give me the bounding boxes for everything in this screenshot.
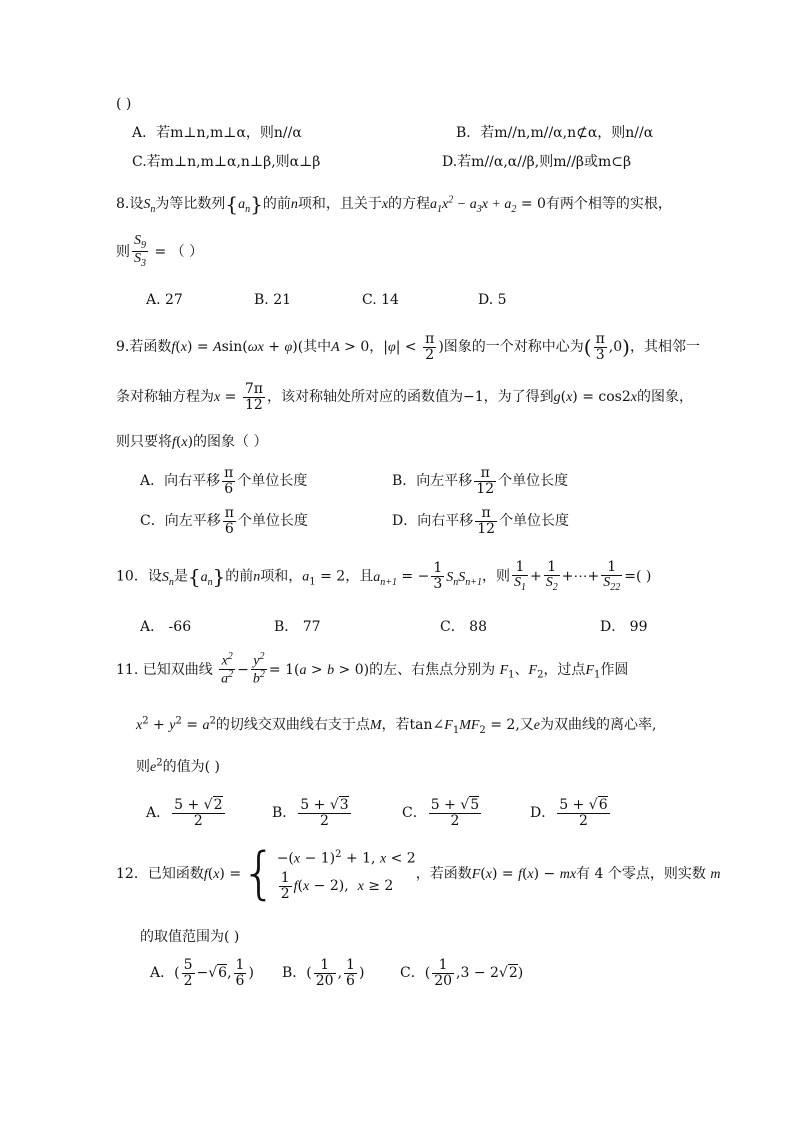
q9-stem-line2: 条对称轴方程为x = $\frac{7\pi}{12}$ ，该对称轴处所对应的函数值为−1，为了得到g(x) = cos2x的图象， xyxy=(116,381,693,413)
q7-option-c: C.若m⊥n,m⊥α,n⊥β,则α⊥β xyxy=(132,154,321,170)
q12-option-c: C．( $\frac{1}{20}$ ,3 − 2√2) xyxy=(400,957,524,989)
q7-option-a: A．若m⊥n,m⊥α，则n//α xyxy=(132,125,302,141)
q8-option-c: C. 14 xyxy=(362,292,399,308)
q10-option-c: C． 88 xyxy=(440,619,487,635)
q8-option-a: A. 27 xyxy=(146,292,183,308)
q9-stem-line3: 则只要将f(x)的图象（ ） xyxy=(116,434,268,450)
q9-option-c: C．向左平移 $\frac{\pi}{6}$ 个单位长度 xyxy=(140,505,308,537)
q9-option-d: D．向右平移 $\frac{\pi}{12}$ 个单位长度 xyxy=(392,505,570,537)
q9-option-b: B．向左平移 $\frac{\pi}{12}$ 个单位长度 xyxy=(392,465,569,497)
q7-option-d: D.若m//α,α//β,则m//β或m⊂β xyxy=(442,154,632,170)
q11-option-a: A． $\frac{5 + √2}{2}$ xyxy=(146,797,223,829)
q11-option-d: D． $\frac{5 + √6}{2}$ xyxy=(530,797,608,829)
q12-stem-line2: 的取值范围为( ) xyxy=(140,929,240,945)
q8-option-b: B. 21 xyxy=(254,292,292,308)
q11-stem-line1: 11. 已知双曲线 $\frac{x^2}{a^2}$ − $\frac{y^2}{b^2}$ = 1(a > b > 0)的左、右焦点分别为 $F_1$、$F_2$，过点$F_1$作圆 xyxy=(116,651,629,687)
q11-stem-line3: 则$e^2$的值为( ) xyxy=(136,757,220,775)
q10-stem: 10．设$S_n$是$\{a_n\}$的前n项和，$a_1 = 2$，且$a_{n+1}$ = − $\frac{1}{3}$ $S_nS_{n+1}$，则 $\frac{1}{S_1}$ + $\frac{1}{S_2}$ +⋯+ $\frac{1}{S_{22}}$ =( ) xyxy=(116,559,652,593)
q7-option-b: B．若m//n,m//α,n⊄α，则n//α xyxy=(456,125,654,141)
q10-option-d: D． 99 xyxy=(600,619,648,635)
q7-paren: ( ) xyxy=(116,96,132,112)
q9-option-a: A．向右平移 $\frac{\pi}{6}$ 个单位长度 xyxy=(140,465,308,497)
q10-option-b: B． 77 xyxy=(274,619,321,635)
q9-stem-line1: 9.若函数f(x) = Asin(ωx + φ)(其中A > 0，|φ| < $\frac{\pi}{2}$ )图象的一个对称中心为( $\frac{\pi}{3}$ ,0)，其相邻一 xyxy=(116,331,700,363)
q11-option-b: B． $\frac{5 + √3}{2}$ xyxy=(272,797,349,829)
q8-stem-line2: 则 $\frac{S_9}{S_3}$ = （ ） xyxy=(116,233,204,270)
q8-option-d: D. 5 xyxy=(478,292,507,308)
q8-stem-line1: 8.设$S_n$为等比数列$\{a_n\}$的前n项和，且关于x的方程$a_1x^2 - a_3x + a_2 = 0$有两个相等的实根， xyxy=(116,192,672,216)
q10-option-a: A． -66 xyxy=(140,619,192,635)
q11-stem-line2: $x^2 + y^2 = a^2$的切线交双曲线右支于点M，若$\tan\angle F_1MF_2 = 2$,又e为双曲线的离心率, xyxy=(136,715,657,736)
q12-stem: 12．已知函数f(x) ={ $-(x - 1)^2 + 1$, x < 2 $\frac{1}{2}$ f(x − 2), x ≥ 2 ，若函数F(x) = f(x) − mx有 4 个零点，则实数 m xyxy=(116,841,721,906)
q12-option-a: A．( $\frac{5}{2}$ −√6, $\frac{1}{6}$ ) xyxy=(150,957,254,989)
q12-option-b: B．( $\frac{1}{20}$ , $\frac{1}{6}$ ) xyxy=(282,957,365,989)
q11-option-c: C． $\frac{5 + √5}{2}$ xyxy=(402,797,480,829)
